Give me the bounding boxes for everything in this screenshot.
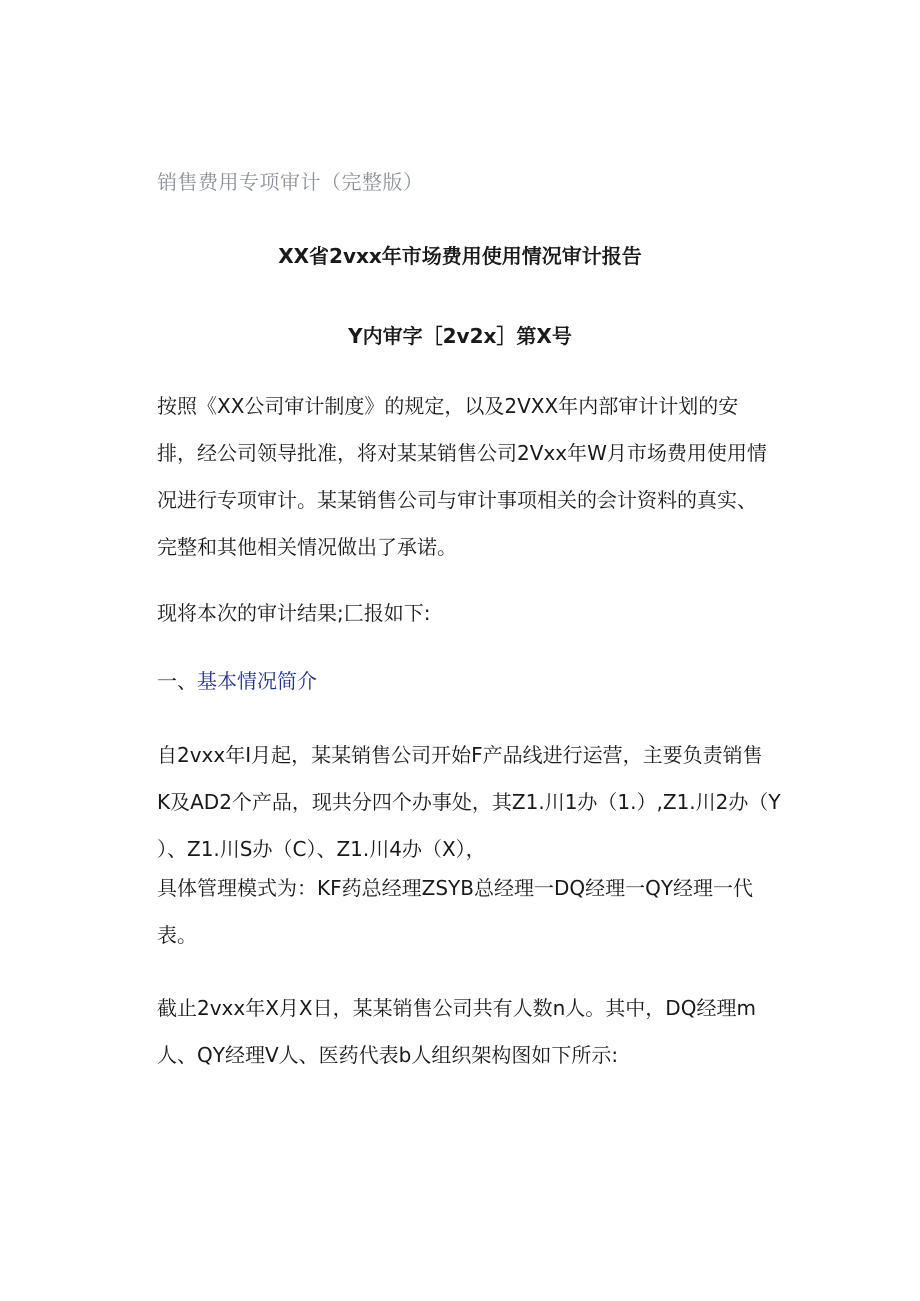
- basic-info-paragraph: [157, 732, 781, 873]
- section-number: 一、: [157, 669, 197, 693]
- paragraph-line: 表。: [157, 923, 197, 947]
- paragraph-line: 具体管理模式为：KF药总经理ZSYB总经理一DQ经理一QY经理一代: [157, 876, 754, 900]
- paragraph-line: 现将本次的审计结果;匚报如下:: [157, 601, 431, 625]
- paragraph-line: 完整和其他相关情况做出了承诺。: [157, 535, 457, 559]
- section-title: 基本情况简介: [197, 669, 317, 693]
- paragraph-line: 截止2vxx年X月X日，某某销售公司共有人数n人。其中，DQ经理m: [157, 996, 756, 1020]
- report-result-paragraph: [157, 590, 767, 637]
- paragraph-line: 人、QY经理V人、医药代表b人组织架构图如下所示:: [157, 1043, 619, 1067]
- paragraph-line: 排，经公司领导批准，将对某某销售公司2Vxx年W月市场费用使用情: [157, 441, 767, 465]
- paragraph-line: 按照《XX公司审计制度》的规定，以及2VXX年内部审计计划的安: [157, 394, 739, 418]
- paragraph-line: 况进行专项审计。某某销售公司与审计事项相关的会计资料的真实、: [157, 488, 757, 512]
- intro-paragraph: [157, 383, 767, 571]
- management-paragraph: [157, 865, 767, 959]
- report-title: XX省2vxx年市场费用使用情况审计报告: [278, 244, 642, 268]
- paragraph-line: 自2vxx年I月起，某某销售公司开始F产品线进行运营，主要负责销售: [157, 743, 763, 767]
- staff-paragraph: [157, 985, 767, 1079]
- paragraph-line: K及AD2个产品，现共分四个办事处，其Z1.川1办（1.）,Z1.川2办（Y: [157, 790, 781, 814]
- section-heading-basic-info: [157, 665, 317, 694]
- report-number: Y内审字［2v2x］第X号: [348, 324, 572, 348]
- document-header: 销售费用专项审计（完整版）: [157, 170, 424, 194]
- paragraph-line: ）、Z1.川S办（C）、Z1.川4办（X），: [157, 837, 486, 861]
